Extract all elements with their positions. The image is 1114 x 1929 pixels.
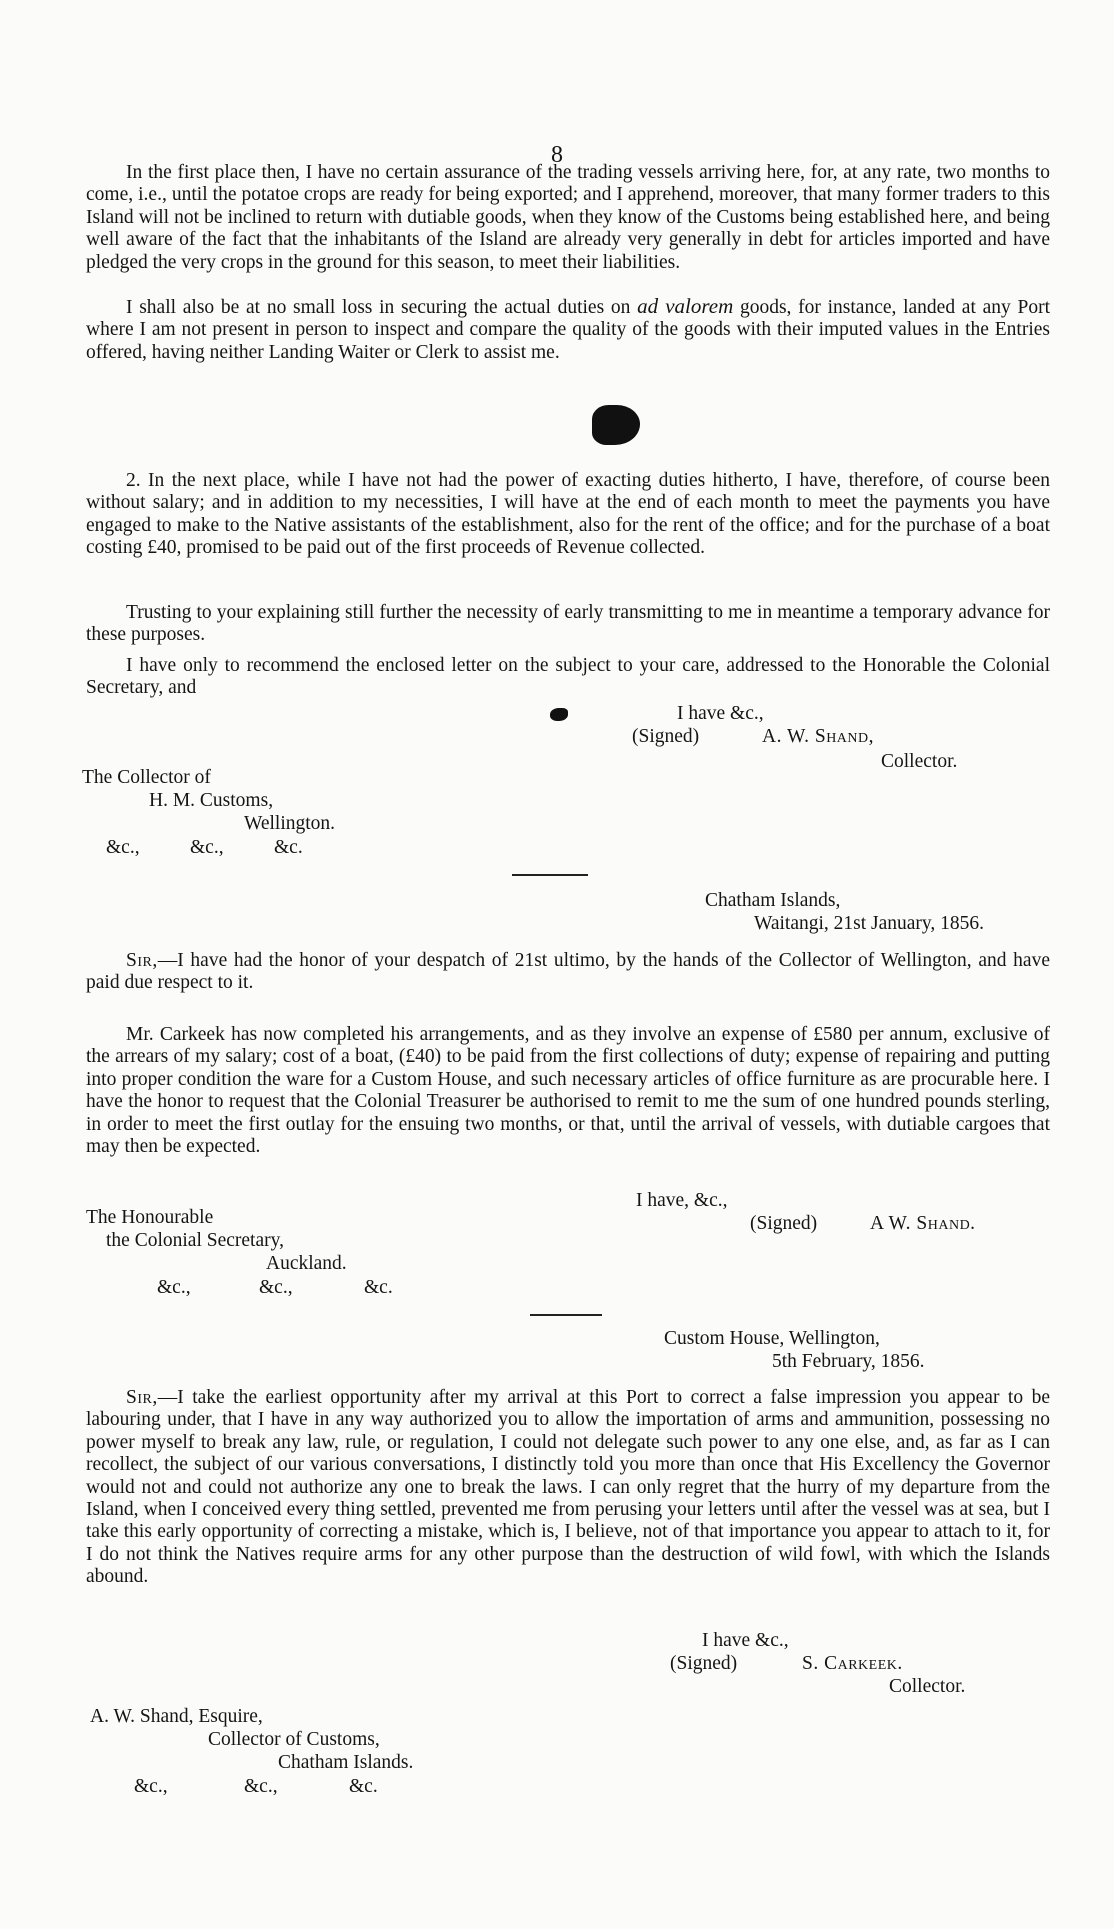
letter2-paragraph-1 — [86, 950, 1050, 995]
letter3-paragraph-1-text: —I take the earliest opportunity after my arrival at this Port to correct a false impression you appear to be labouring under, that I have in any way authorized you to allow the importation of arms and ammunition, possessing no power myself to break any law, rule, or regulation, I could not delegate such power to any one else, and, as far as I can recollect, the subject of our various conversations, I distinctly told you more than once that His Excellency the Governor would not and could not authorize any one to break the laws. I can only regret that the hurry of my departure from the Island, when I conceived every thing settled, prevented me from perusing your letters until after the vessel was at sea, but I take this early opportunity of correcting a mistake, which is, I believe, not of that importance you appear to attach to it, for I do not think the Natives require arms for any other purpose than the destruction of wild fowl, with which the Islands abound. — [86, 1387, 1050, 1588]
letter3-signed-label: (Signed) — [670, 1653, 738, 1674]
letter1-signed-label: (Signed) — [632, 726, 700, 747]
ink-mark — [550, 708, 568, 721]
letter2-paragraph-2: Mr. Carkeek has now completed his arrangements, and as they involve an expense of £580 per annum, exclusive of the arrears of my salary; cost of a boat, (£40) to be paid from the first collections of duty; expense of repairing and putting into proper condition the ware for a Custom House, and such necessary articles of office furniture as are procurable here. I have the honor to request that the Colonial Treasurer be authorised to remit to me the sum of one hundred pounds sterling, in order to meet the first outlay for the ensuing two months, or that, until the arrival of vessels, with dutiable cargoes that may then be expected. — [86, 1024, 1050, 1158]
letter3-salutation: Sir, — [126, 1387, 158, 1408]
letter2-place: Chatham Islands, — [705, 890, 841, 911]
letter1-addressee-line-3: Wellington. — [244, 813, 336, 834]
letter2-paragraph-1-text: —I have had the honor of your despatch of 21st ultimo, by the hands of the Collector of Wellington, and have paid due respect to it. — [86, 950, 1050, 994]
ad-valorem-term: ad valorem — [637, 294, 734, 318]
letter3-etc-1: &c., — [134, 1776, 168, 1797]
letter3-addressee-line-1: A. W. Shand, Esquire, — [90, 1706, 263, 1727]
letter2-etc-2: &c., — [259, 1277, 293, 1298]
letter2-addressee-line-2: the Colonial Secretary, — [106, 1230, 284, 1251]
letter2-signed-label: (Signed) — [750, 1213, 818, 1234]
letter3-addressee-line-3: Chatham Islands. — [278, 1752, 414, 1773]
letter1-paragraph-2 — [86, 295, 1050, 364]
letter3-place: Custom House, Wellington, — [664, 1328, 880, 1349]
letter3-etc-3: &c. — [349, 1776, 378, 1797]
letter3-paragraph-1 — [86, 1387, 1050, 1589]
letter1-paragraph-4: Trusting to your explaining still further the necessity of early transmitting to me in meantime a temporary advance for these purposes. — [86, 602, 1050, 646]
letter2-date: Waitangi, 21st January, 1856. — [754, 913, 985, 934]
letter2-addressee-line-1: The Honourable — [86, 1207, 214, 1228]
letter2-etc-3: &c. — [364, 1277, 393, 1298]
letter1-etc-3: &c. — [274, 837, 303, 858]
letter3-date: 5th February, 1856. — [772, 1351, 925, 1372]
letter1-paragraph-3: 2. In the next place, while I have not had the power of exacting duties hitherto, I have, therefore, of course been without salary; and in addition to my necessities, I will have at the end of each month to meet the payments you have engaged to make to the Native assistants of the establishment, also for the rent of the office; and for the purchase of a boat costing £40, promised to be paid out of the first proceeds of Revenue collected. — [86, 470, 1050, 559]
letter1-paragraph-5: I have only to recommend the enclosed letter on the subject to your care, addressed to the Honorable the Colonial Secretary, and — [86, 655, 1050, 699]
letter2-salutation: Sir, — [126, 950, 158, 971]
letter3-signer: S. Carkeek. — [802, 1653, 903, 1674]
letter3-etc-2: &c., — [244, 1776, 278, 1797]
letter2-closing: I have, &c., — [636, 1190, 728, 1211]
letter1-closing: I have &c., — [677, 703, 764, 724]
letter3-addressee-line-2: Collector of Customs, — [208, 1729, 380, 1750]
letter1-addressee-line-2: H. M. Customs, — [149, 790, 274, 811]
separator-rule-1 — [512, 874, 588, 876]
letter1-etc-1: &c., — [106, 837, 140, 858]
letter2-etc-1: &c., — [157, 1277, 191, 1298]
letter1-paragraph-2-text-b: goods, for instance, landed at any Port where I am not present in person to inspect and compare the quality of the goods with their imputed values in the Entries offered, having neither Landing Waiter or Clerk to assist me. — [86, 297, 1050, 363]
letter1-etc-2: &c., — [190, 837, 224, 858]
letter1-addressee-line-1: The Collector of — [82, 767, 211, 788]
letter2-signer: A W. Shand. — [870, 1213, 976, 1234]
letter3-signer-title: Collector. — [889, 1676, 966, 1697]
separator-rule-2 — [530, 1314, 602, 1316]
ink-blot — [592, 405, 640, 445]
letter1-paragraph-1: In the first place then, I have no certain assurance of the trading vessels arriving here, for, at any rate, two months to come, i.e., until the potatoe crops are ready for being exported; and I apprehend, moreover, that many former traders to this Island will not be inclined to return with dutiable goods, when they know of the Customs being established here, and being well aware of the fact that the inhabitants of the Island are already very generally in debt for articles imported and have pledged the very crops in the ground for this season, to meet their liabilities. — [86, 162, 1050, 273]
letter1-signer-title: Collector. — [881, 751, 958, 772]
letter3-closing: I have &c., — [702, 1630, 789, 1651]
letter2-addressee-line-3: Auckland. — [266, 1253, 347, 1274]
letter1-paragraph-2-text-a: I shall also be at no small loss in securing the actual duties on — [126, 297, 638, 318]
letter1-signer: A. W. Shand, — [762, 726, 875, 747]
page-number: 8 — [551, 142, 563, 168]
